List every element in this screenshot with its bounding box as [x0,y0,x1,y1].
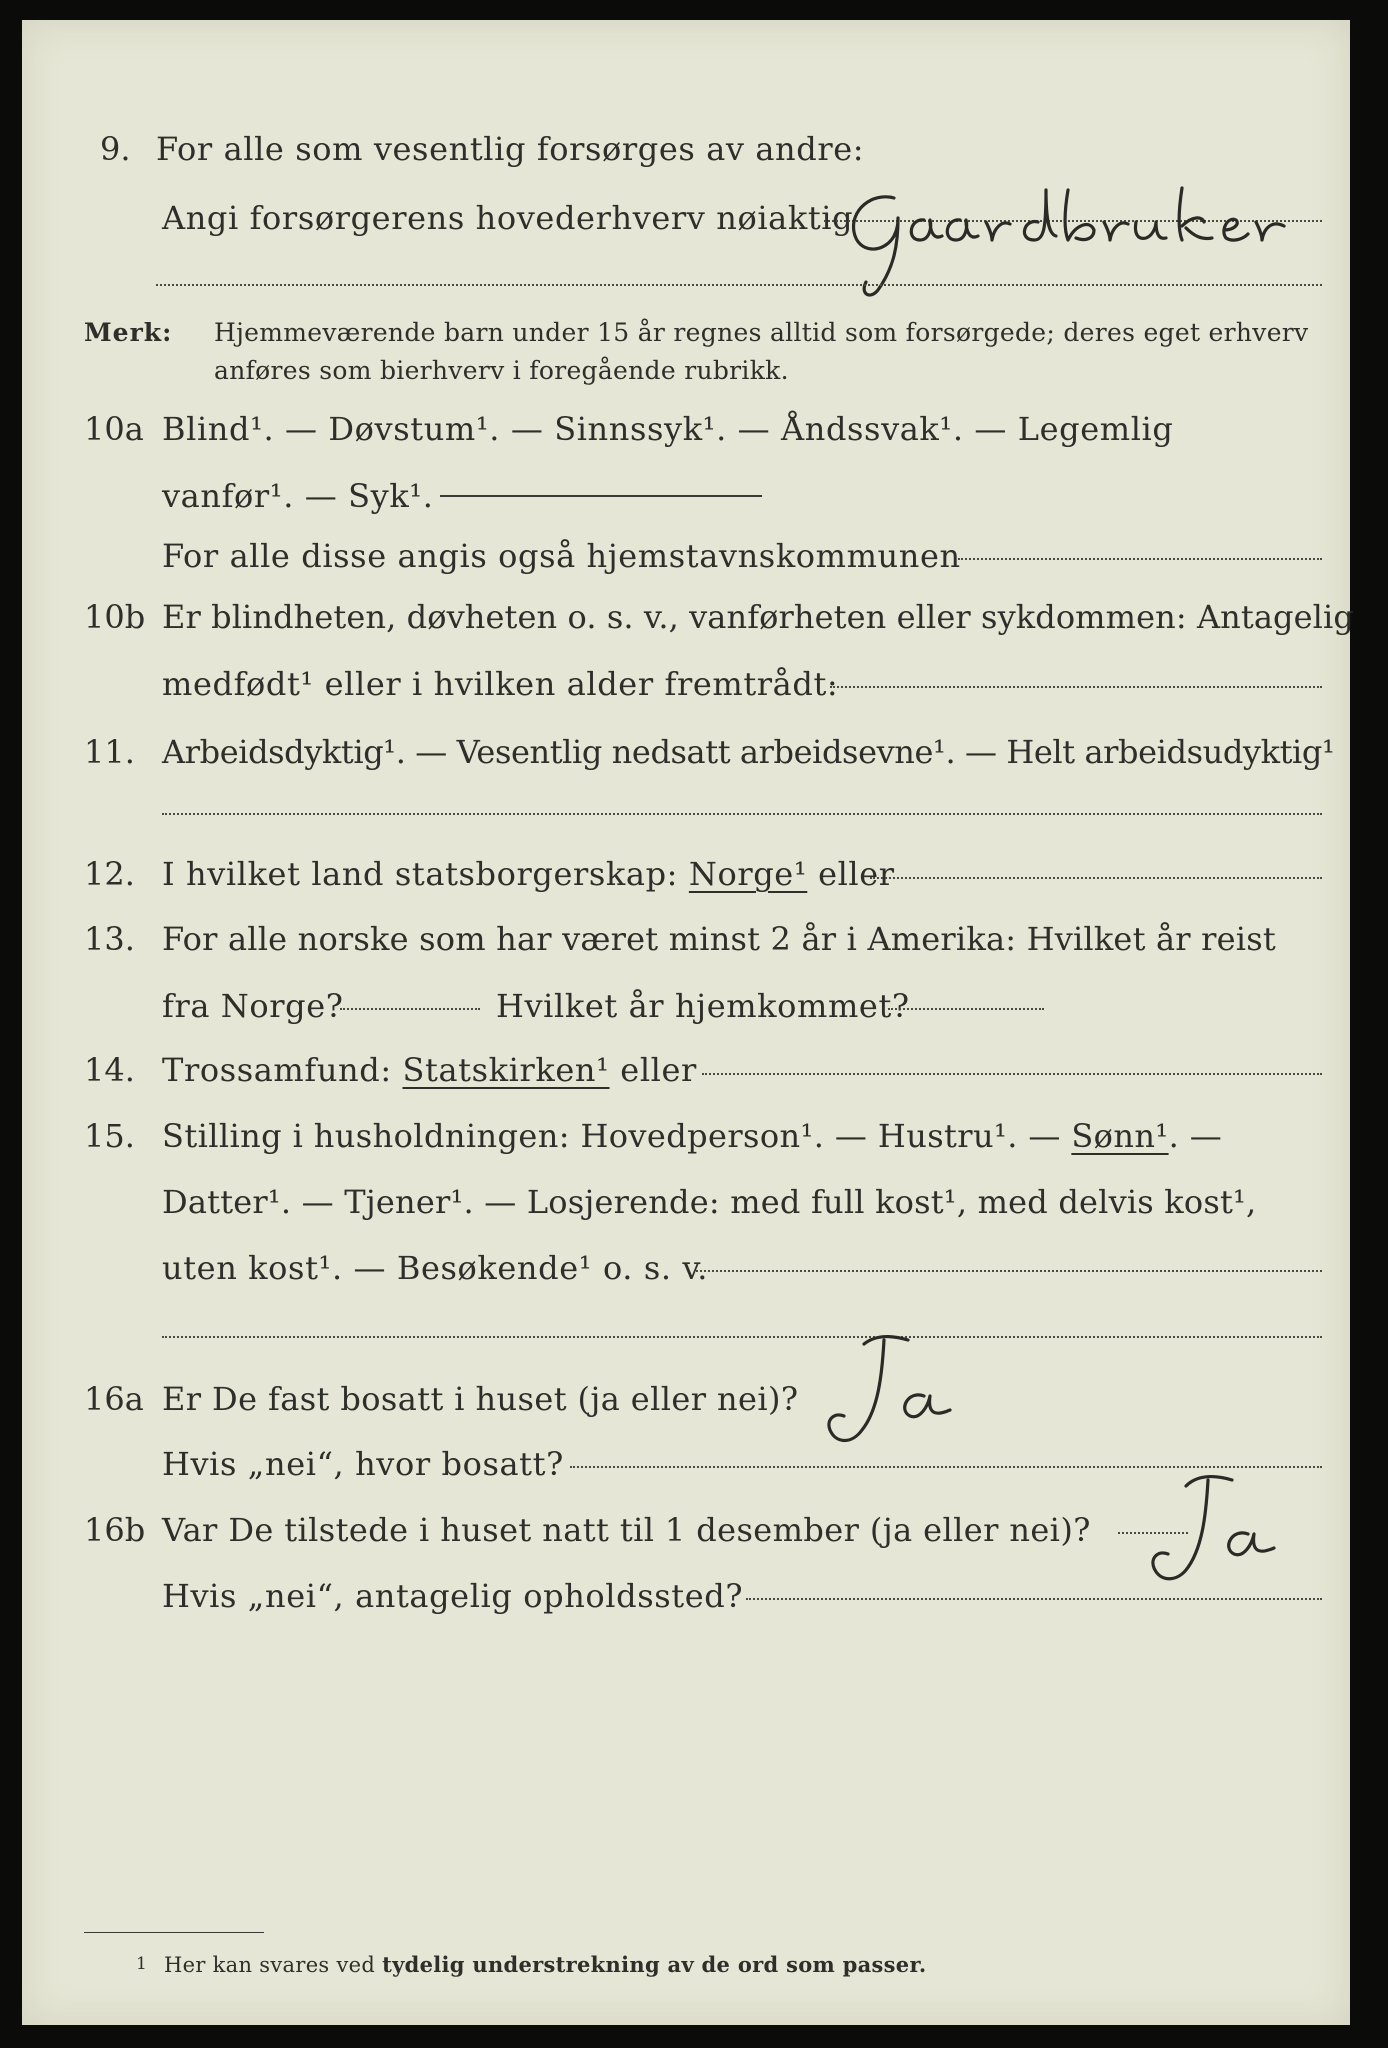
q13-line2a: fra Norge? [162,987,344,1025]
q10b-line2: medfødt¹ eller i hvilken alder fremtrådt: [162,665,839,703]
merk-line2: anføres som bierhverv i foregående rubrikk. [214,356,789,385]
footnote-text-plain: Her kan svares ved [164,1953,383,1977]
q14-answer-line [702,1073,1322,1075]
q14-alt: eller [620,1051,697,1089]
q16b-number: 16b [84,1511,146,1549]
q12-answer-line [870,877,1322,879]
q16b-line2: Hvis „nei“, antagelig opholdssted? [162,1577,744,1615]
q13-reist-line [340,1008,480,1010]
q14-number: 14. [84,1051,135,1089]
q10a-hjemstavn-line [958,558,1322,560]
q12-line [162,855,895,893]
merk-label: Merk: [84,318,173,347]
q16a-handwritten-answer [812,1326,992,1456]
q15-line1-end: . — [1168,1117,1223,1155]
q16a-number: 16a [84,1380,144,1418]
q9-line2: Angi forsørgerens hovederhverv nøiaktig [162,199,854,237]
q13-line1: For alle norske som har været minst 2 år i Amerika: Hvilket år reist [162,920,1276,958]
q10b-line1: Er blindheten, døvheten o. s. v., vanførheten eller sykdommen: Antagelig [162,598,1354,636]
q16a-line2: Hvis „nei“, hvor bosatt? [162,1445,564,1483]
q16b-handwritten-answer [1128,1464,1308,1594]
footnote-text-bold: tydelig understrekning av de ord som passer. [382,1952,927,1977]
q13-hjemkommet-line [888,1008,1044,1010]
q11-answer-line [162,813,1322,815]
q10a-line2: vanfør¹. — Syk¹. [162,477,434,515]
q16a-line1: Er De fast bosatt i huset (ja eller nei)? [162,1380,799,1418]
q14-line [162,1051,697,1089]
q9-line1: For alle som vesentlig forsørges av andre: [156,130,865,168]
q10b-number: 10b [84,598,146,636]
q13-line2b: Hvilket år hjemkommet? [496,987,910,1025]
q12-alt: eller [818,855,895,893]
q16b-answer-line-2 [746,1598,1322,1600]
q10a-line1: Blind¹. — Døvstum¹. — Sinnssyk¹. — Åndssvak¹. — Legemlig [162,410,1174,448]
q12-number: 12. [84,855,135,893]
q15-answer-line [696,1270,1322,1272]
q11-number: 11. [84,733,135,771]
q15-number: 15. [84,1117,135,1155]
q11-line1: Arbeidsdyktig¹. — Vesentlig nedsatt arbeidsevne¹. — Helt arbeidsudyktig¹ [162,733,1335,771]
q15-extra-line [162,1336,1322,1338]
q15-line1-main: Stilling i husholdningen: Hovedperson¹. — Hustru¹. — [162,1117,1061,1155]
q10b-answer-line [830,686,1322,688]
q15-line2: Datter¹. — Tjener¹. — Losjerende: med full kost¹, med delvis kost¹, [162,1183,1257,1221]
q12-question: I hvilket land statsborgerskap: [162,855,679,893]
q10a-number: 10a [84,410,144,448]
footnote-rule [84,1932,264,1933]
q16b-line1: Var De tilstede i huset natt til 1 desember (ja eller nei)? [162,1511,1091,1549]
q10a-line3: For alle disse angis også hjemstavnskommunen [162,537,961,575]
q15-line3: uten kost¹. — Besøkende¹ o. s. v. [162,1249,709,1287]
q14-question: Trossamfund: [162,1051,392,1089]
q12-underlined-answer: Norge¹ [688,855,808,893]
merk-line1: Hjemmeværende barn under 15 år regnes alltid som forsørgede; deres eget erhverv [214,318,1309,347]
q9-handwritten-answer [832,170,1352,300]
q9-extra-line [156,284,1322,286]
q13-number: 13. [84,920,135,958]
q14-underlined-answer: Statskirken¹ [402,1051,610,1089]
q15-line1 [162,1117,1223,1155]
census-form-page [22,20,1354,2025]
q10a-answer-line [440,495,762,497]
footnote-text [164,1954,927,1976]
q9-number: 9. [100,130,131,168]
q15-underlined-answer: Sønn¹ [1071,1117,1169,1155]
footnote-mark: 1 [136,1954,147,1974]
